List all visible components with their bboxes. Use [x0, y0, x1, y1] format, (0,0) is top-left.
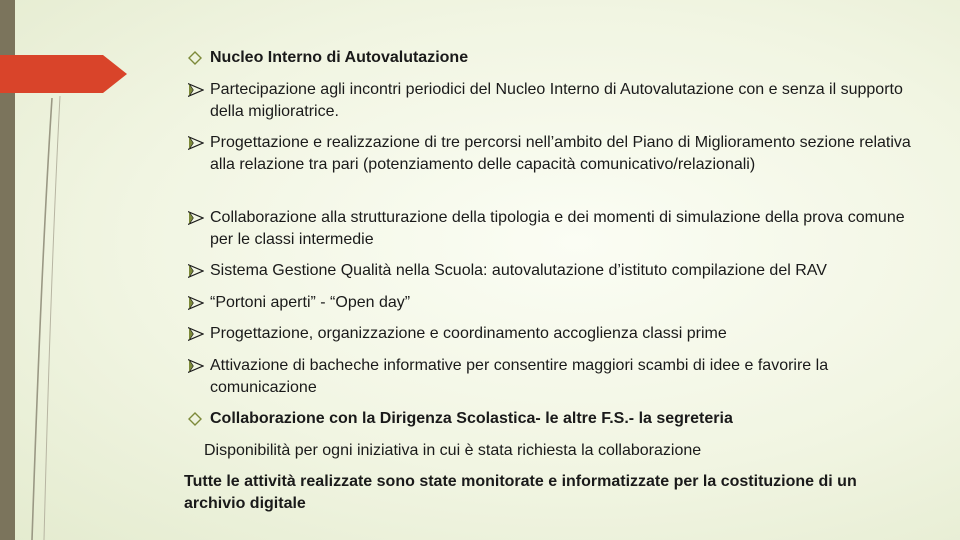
- arrowhead-check-icon: [188, 79, 206, 101]
- heading-text: Collaborazione con la Dirigenza Scolastica- le altre F.S.- la segreteria: [210, 410, 733, 427]
- list-item-text: Collaborazione alla strutturazione della tipologia e dei momenti di simulazione della prova comune per le classi intermedie: [210, 209, 905, 248]
- arrowhead-check-icon: [188, 260, 206, 282]
- arrowhead-check-icon: [188, 207, 206, 229]
- arrowhead-check-icon: [188, 132, 206, 154]
- list-item-text: “Portoni aperti” - “Open day”: [210, 294, 411, 311]
- list-item-text: Progettazione, organizzazione e coordinamento accoglienza classi prime: [210, 325, 727, 342]
- list-item: [188, 355, 928, 399]
- list-item-text: Attivazione di bacheche informative per consentire maggiori scambi di idee e favorire la comunicazione: [210, 357, 829, 396]
- list-item-text: Progettazione e realizzazione di tre percorsi nell’ambito del Piano di Miglioramento sezione relativa alla relazione tra pari (potenziamento delle capacità comunicativo/relazionali): [210, 134, 911, 173]
- diamond-outline-icon: [188, 408, 206, 430]
- arrowhead-check-icon: [188, 323, 206, 345]
- list-item: [188, 132, 928, 176]
- section-heading-dirigenza: [188, 408, 928, 430]
- list-item: [188, 260, 928, 282]
- availability-note: Disponibilità per ogni iniziativa in cui è stata richiesta la collaborazione: [204, 442, 702, 459]
- list-item: [188, 323, 928, 345]
- diamond-outline-icon: [188, 47, 206, 69]
- arrowhead-check-icon: [188, 292, 206, 314]
- list-item: [188, 292, 928, 314]
- list-item: [188, 79, 928, 123]
- list-item-text: Partecipazione agli incontri periodici del Nucleo Interno di Autovalutazione con e senza il supporto della miglioratrice.: [210, 81, 903, 120]
- list-item: [188, 207, 928, 251]
- arrowhead-check-icon: [188, 355, 206, 377]
- closing-note: Tutte le attività realizzate sono state monitorate e informatizzate per la costituzione di un archivio digitale: [184, 473, 857, 512]
- section-heading-nucleo: [188, 47, 928, 69]
- list-item-text: Sistema Gestione Qualità nella Scuola: autovalutazione d’istituto compilazione del RAV: [210, 262, 827, 279]
- heading-text: Nucleo Interno di Autovalutazione: [210, 49, 469, 66]
